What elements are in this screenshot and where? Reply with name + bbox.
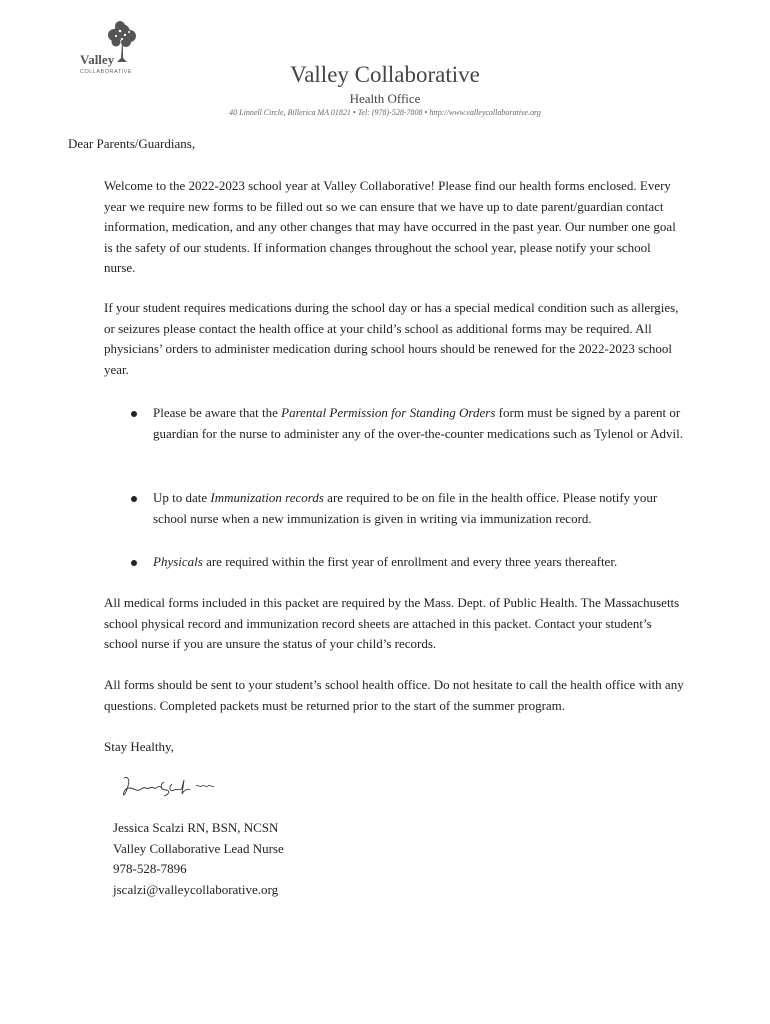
paragraph-submission: All forms should be sent to your student’s school health office. Do not hesitate to call the health office with any questions. Completed packets must be returned prior to the start of the summer program. [104, 677, 684, 713]
handwritten-signature [120, 772, 220, 804]
org-name: Valley Collaborative [290, 62, 480, 87]
paragraph-welcome: Welcome to the 2022-2023 school year at Valley Collaborative! Please find our health forms enclosed. Every year we require new forms to be filled out so we can ensure that we have up to date parent/guardian contact information, medication, and any other changes that may have occurred in the past year. Our number one goal is the safety of our students. If information changes throughout the school year, please notify your school nurse. [104, 178, 676, 275]
bullet-text: Please be aware that the Parental Permission for Standing Orders form must be signed by a parent or guardian for the nurse to administer any of the over-the-counter medications such as Tylenol or Advil. [153, 405, 683, 441]
signer-name: Jessica Scalzi RN, BSN, NCSN [113, 820, 279, 835]
bullet-text: Physicals are required within the first year of enrollment and every three years thereafter. [153, 554, 618, 569]
bullet-text: Up to date Immunization records are required to be on file in the health office. Please notify your school nurse when a new immunization is given in writing via immunization record. [153, 490, 658, 526]
paragraph-medications: If your student requires medications during the school day or has a special medical condition such as allergies, or seizures please contact the health office at your child’s school as additional forms may be required. All physicians’ orders to administer medication during school hours should be renewed for the 2022-2023 school year. [104, 300, 679, 377]
signer-title: Valley Collaborative Lead Nurse [113, 840, 284, 856]
signer-phone: 978-528-7896 [113, 861, 187, 876]
paragraph-forms-required: All medical forms included in this packet are required by the Mass. Dept. of Public Health. The Massachusetts school physical record and immunization record sheets are attached in this packet. Contact your student’s school nurse if you are unsure the status of your child’s records. [104, 595, 680, 651]
bullet-dot [131, 411, 137, 417]
org-address: 40 Linnell Circle, Billerica MA 01821 • Tel: (978)-528-7808 • http://www.valleycollaborative.org [229, 108, 541, 117]
signer-email: jscalzi@valleycollaborative.org [113, 881, 279, 897]
office-name: Health Office [349, 91, 421, 106]
svg-text:Valley: Valley [80, 52, 115, 67]
bullet-dot [131, 496, 137, 502]
signature-block [113, 818, 284, 900]
closing: Stay Healthy, [104, 739, 174, 754]
bullet-dot [131, 560, 137, 566]
svg-text:COLLABORATIVE: COLLABORATIVE [80, 69, 132, 75]
salutation: Dear Parents/Guardians, [68, 136, 196, 151]
